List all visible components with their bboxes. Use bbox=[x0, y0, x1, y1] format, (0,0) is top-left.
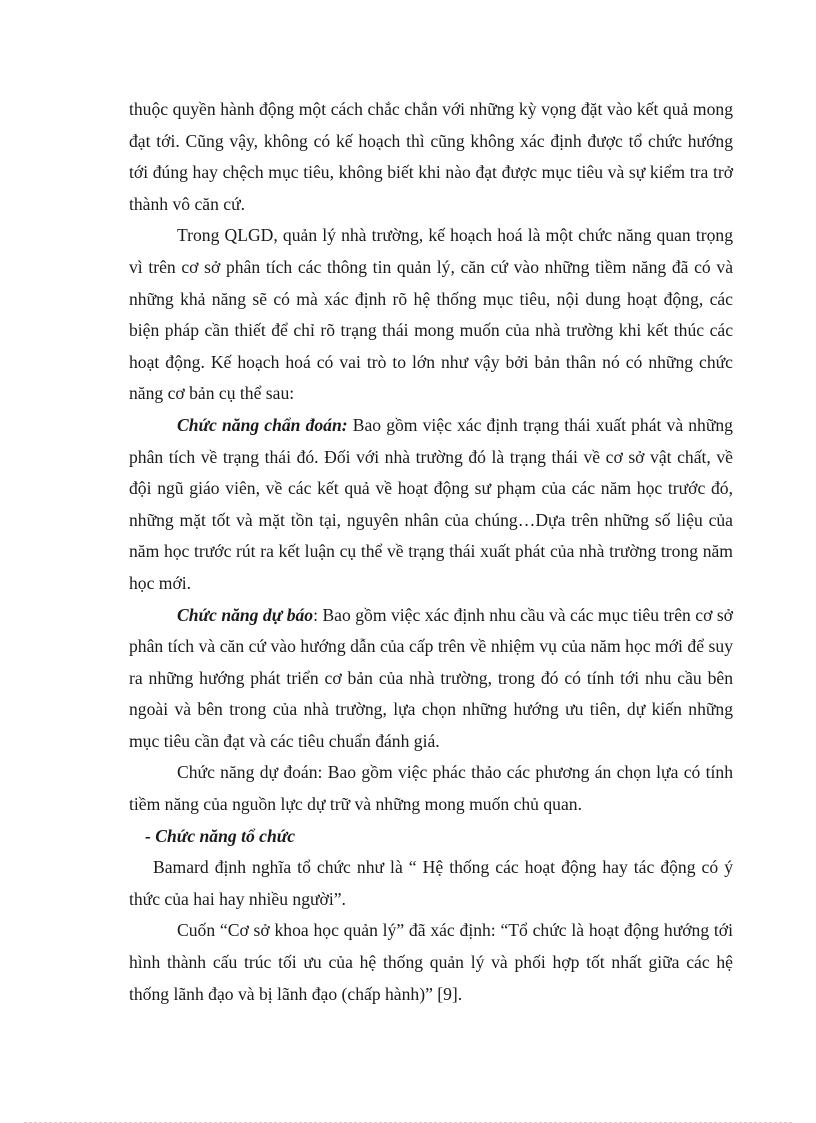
section-heading: - Chức năng tổ chức bbox=[145, 825, 296, 846]
term-diagnosis: Chức năng chẩn đoán: bbox=[177, 414, 348, 435]
term-forecast: Chức năng dự báo bbox=[177, 604, 314, 625]
paragraph-6: Bamard định nghĩa tổ chức như là “ Hệ thống các hoạt động hay tác động có ý thức của hai hay nhiều người”. bbox=[129, 857, 733, 909]
paragraph-1: thuộc quyền hành động một cách chắc chắn với những kỳ vọng đặt vào kết quả mong đạt tới. Cũng vậy, không có kế hoạch thì cũng không xác định được tổ chức hướng tới đúng hay chệch mục tiêu, không biết khi nào đạt được mục tiêu và sự kiểm tra trở thành vô căn cứ. bbox=[129, 99, 733, 214]
paragraph-4 bbox=[129, 600, 733, 758]
paragraph-2: Trong QLGD, quản lý nhà trường, kế hoạch hoá là một chức năng quan trọng vì trên cơ sở phân tích các thông tin quản lý, căn cứ vào những tiềm năng đã có và những khả năng sẽ có mà xác định rõ hệ thống mục tiêu, nội dung hoạt động, các biện pháp cần thiết để chỉ rõ trạng thái mong muốn của nhà trường khi kết thúc các hoạt động. Kế hoạch hoá có vai trò to lớn như vậy bởi bản thân nó có những chức năng cơ bản cụ thể sau: bbox=[129, 225, 733, 404]
paragraph-3 bbox=[129, 410, 733, 600]
paragraph-5: Chức năng dự đoán: Bao gồm việc phác thảo các phương án chọn lựa có tính tiềm năng của nguồn lực dự trữ và những mong muốn chủ quan. bbox=[129, 762, 733, 815]
paragraph-3-text: Bao gồm việc xác định trạng thái xuất phát và những phân tích về trạng thái đó. Đối với nhà trường đó là trạng thái về cơ sở vật chất, về đội ngũ giáo viên, về các kết quả về hoạt động sư phạm của các năm học trước đó, những mặt tốt và mặt tồn tại, nguyên nhân của chúng…Dựa trên những số liệu của năm học trước rút ra kết luận cụ thể về trạng thái xuất phát của nhà trường trong năm học mới. bbox=[129, 414, 733, 593]
document-body bbox=[129, 94, 733, 1010]
paragraph-7: Cuốn “Cơ sở khoa học quản lý” đã xác định: “Tổ chức là hoạt động hướng tới hình thành cấu trúc tối ưu của hệ thống quản lý và phối hợp tốt nhất giữa các hệ thống lãnh đạo và bị lãnh đạo (chấp hành)” [9]. bbox=[129, 920, 733, 1004]
paragraph-4-text: : Bao gồm việc xác định nhu cầu và các mục tiêu trên cơ sở phân tích và căn cứ vào hướng dẫn của cấp trên về nhiệm vụ của năm học mới để suy ra những hướng phát triển cơ bản của nhà trường, trong đó có tính tới nhu cầu bên ngoài và bên trong của nhà trường, lựa chọn những hướng ưu tiên, dự kiến những mục tiêu cần đạt và các tiêu chuẩn đánh giá. bbox=[129, 604, 733, 751]
